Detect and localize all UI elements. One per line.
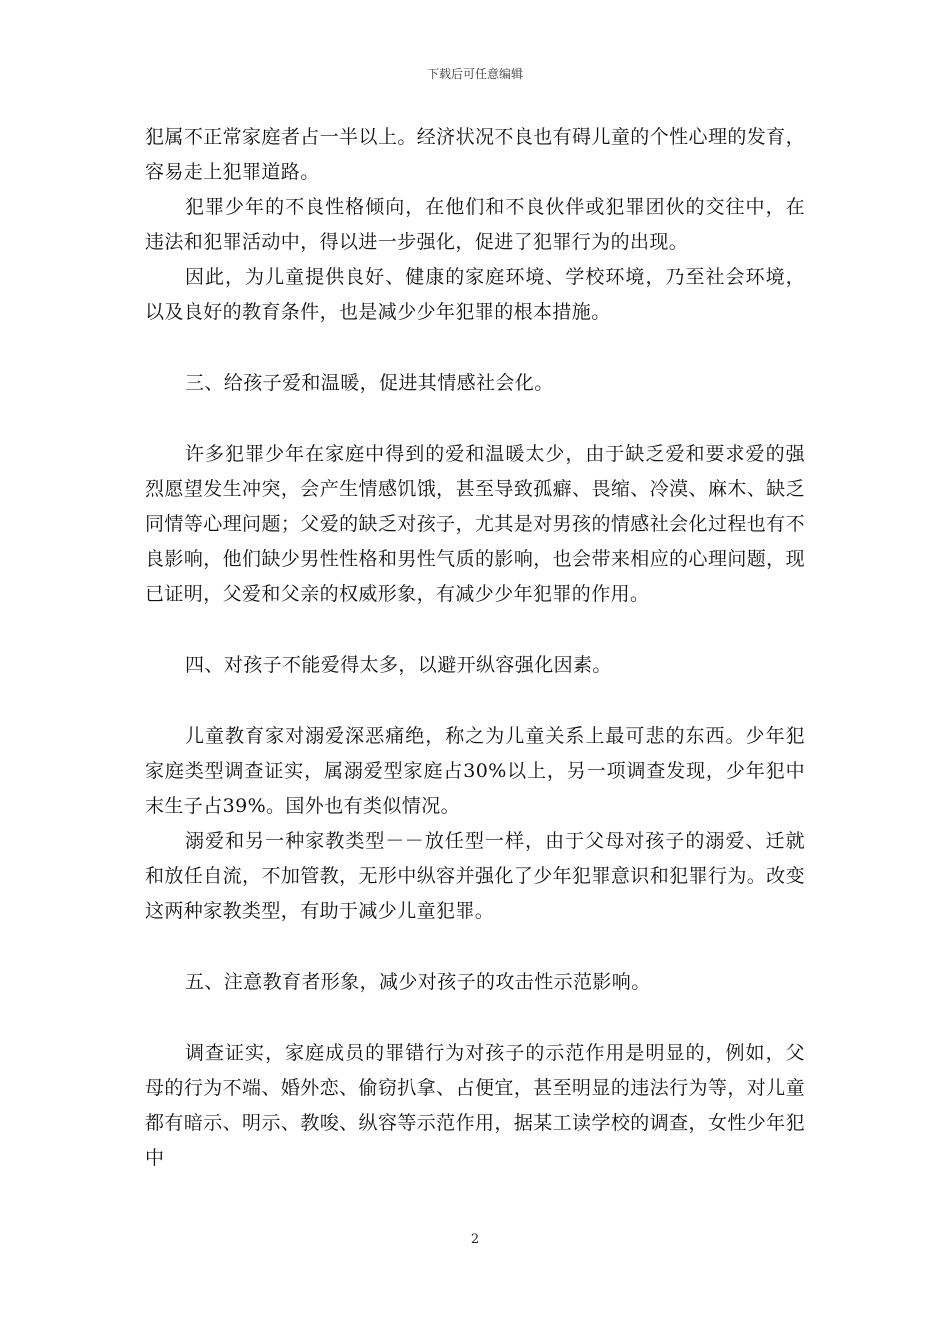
page-number: 2 (470, 1232, 480, 1247)
section-heading-5: 五、注意教育者形象，减少对孩子的攻击性示范影响。 (185, 971, 651, 993)
page-header: 下载后可任意编辑 (426, 67, 523, 81)
section-heading-4: 四、对孩子不能爱得太多，以避开纵容强化因素。 (185, 654, 612, 676)
paragraph: 因此，为儿童提供良好、健康的家庭环境、学校环境，乃至社会环境，以及良好的教育条件，也是减少少年犯罪的根本措施。 (145, 266, 805, 323)
section-heading-3: 三、给孩子爱和温暖，促进其情感社会化。 (185, 372, 554, 394)
paragraph: 犯罪少年的不良性格倾向，在他们和不良伙伴或犯罪团伙的交往中，在违法和犯罪活动中，得以进一步强化，促进了犯罪行为的出现。 (145, 196, 805, 253)
document-body (145, 120, 805, 1176)
paragraph-continuation: 犯属不正常家庭者占一半以上。经济状况不良也有碍儿童的个性心理的发育，容易走上犯罪道路。 (145, 126, 805, 183)
paragraph: 调查证实，家庭成员的罪错行为对孩子的示范作用是明显的，例如，父母的行为不端、婚外恋、偷窃扒拿、占便宜，甚至明显的违法行为等，对儿童都有暗示、明示、教唆、纵容等示范作用，据某工读学校的调查，女性少年犯中 (145, 1042, 805, 1169)
paragraph: 儿童教育家对溺爱深恶痛绝，称之为儿童关系上最可悲的东西。少年犯家庭类型调查证实，属溺爱型家庭占30%以上，另一项调查发现，少年犯中末生子占39%。国外也有类似情况。 (145, 725, 805, 817)
paragraph: 溺爱和另一种家教类型－－放任型一样，由于父母对孩子的溺爱、迁就和放任自流，不加管教，无形中纵容并强化了少年犯罪意识和犯罪行为。改变这两种家教类型，有助于减少儿童犯罪。 (145, 830, 805, 922)
paragraph: 许多犯罪少年在家庭中得到的爱和温暖太少，由于缺乏爱和要求爱的强烈愿望发生冲突，会产生情感饥饿，甚至导致孤癖、畏缩、冷漠、麻木、缺乏同情等心理问题；父爱的缺乏对孩子，尤其是对男孩的情感社会化过程也有不良影响，他们缺少男性性格和男性气质的影响，也会带来相应的心理问题，现已证明，父爱和父亲的权威形象，有减少少年犯罪的作用。 (145, 443, 805, 605)
